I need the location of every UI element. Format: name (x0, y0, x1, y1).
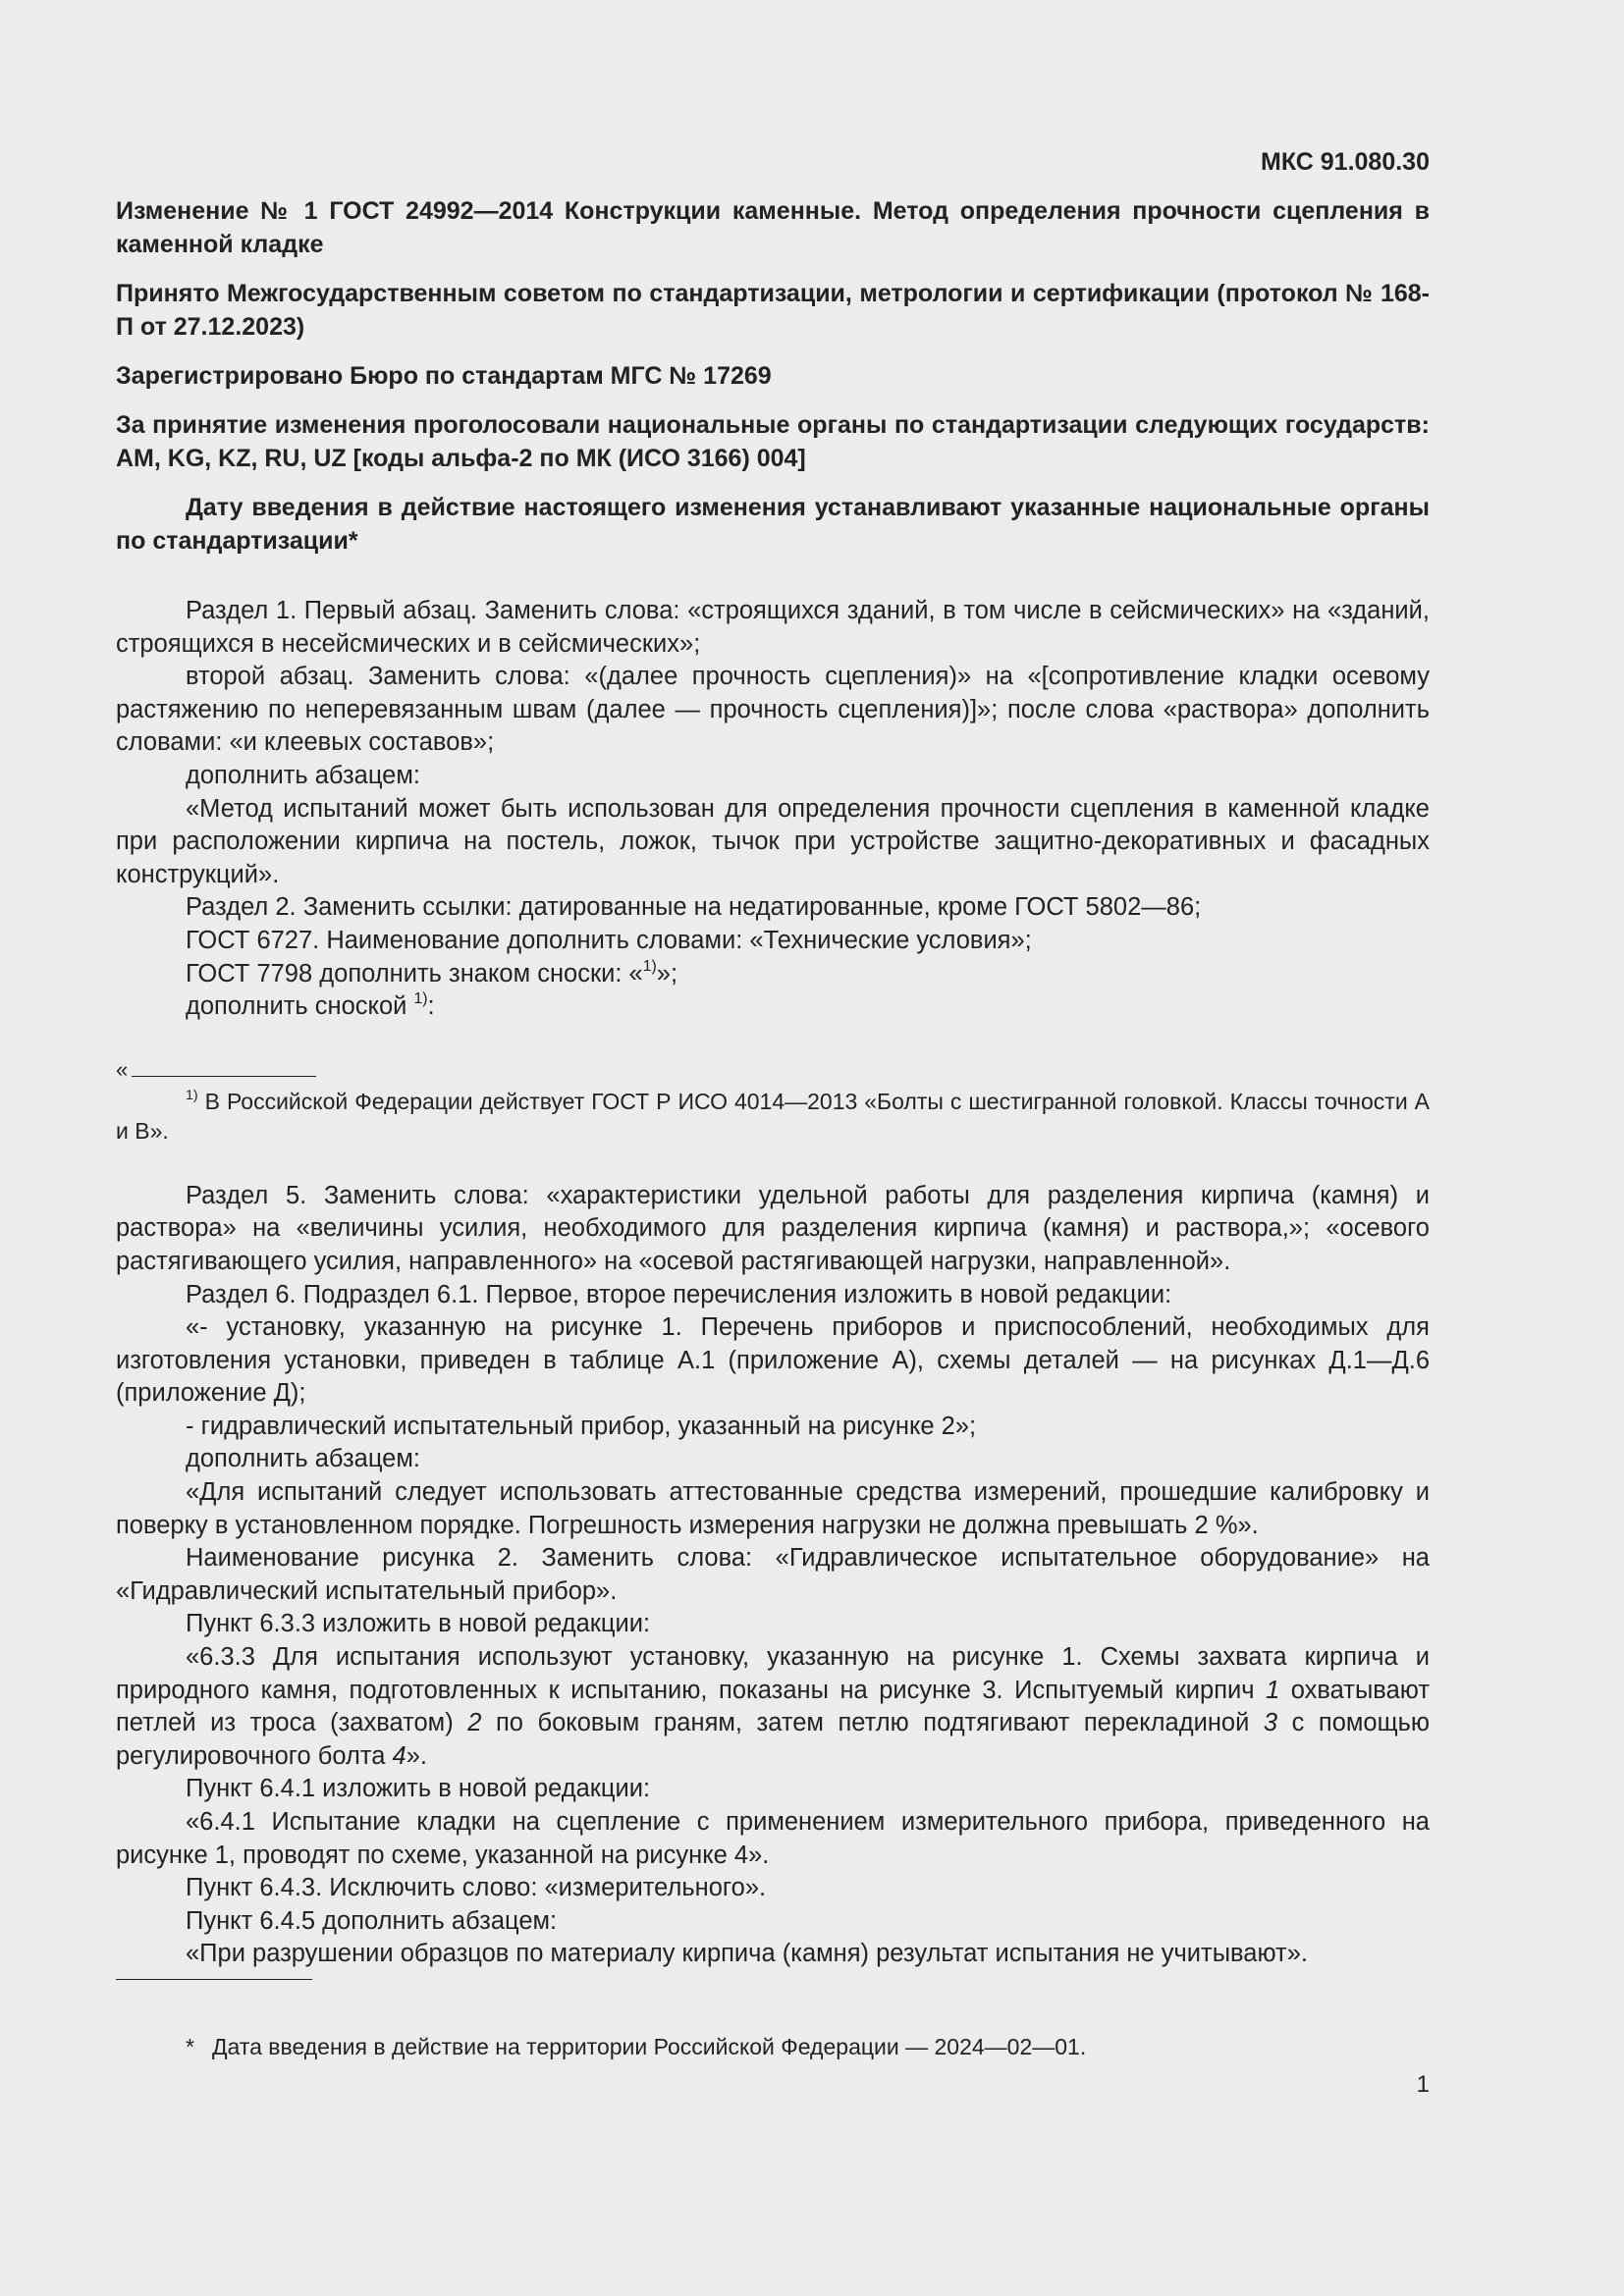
inserted-footnote (116, 1056, 1430, 1146)
footnote-text: Дата введения в действие на территории Российской Федерации — 2024—02—01. (211, 2034, 1087, 2059)
paragraph: дополнить абзацем: (186, 1445, 420, 1473)
paragraph: Пункт 6.4.1 изложить в новой редакции: (186, 1775, 651, 1803)
paragraph: «Метод испытаний может быть использован для определения прочности сцепления в каменной кладке при расположении кирпича на постель, ложок, тычок при устройстве защитно-декоративных и фасадных конструкций». (116, 794, 1430, 888)
accepted-statement: Принято Межгосударственным советом по стандартизации, метрологии и сертификации (протокол № 168-П от 27.12.2023) (116, 280, 1430, 341)
paragraph: второй абзац. Заменить слова: «(далее прочность сцепления)» на «[сопротивление кладки осевому растяжению по неперевязанным швам (далее — прочность сцепления)]»; после слова «раствора» дополнить словами: «и клеевых составов»; (116, 663, 1430, 757)
open-quote: « (116, 1056, 129, 1082)
text: дополнить сноской (186, 992, 414, 1021)
figure-label: 2 (467, 1709, 482, 1737)
paragraph: Раздел 6. Подраздел 6.1. Первое, второе перечисления изложить в новой редакции: (186, 1280, 1172, 1308)
page-number: 1 (1416, 2071, 1430, 2098)
text: ГОСТ 7798 дополнить знаком сноски: « (186, 959, 643, 988)
paragraph: «- установку, указанную на рисунке 1. Перечень приборов и приспособлений, необходимых для изготовления установки, приведен в таблице А.1 (приложение А), схемы деталей — на рисунках Д.1—Д.6 (приложение Д); (116, 1313, 1430, 1408)
amendment-body-continued (116, 1180, 1430, 1971)
paragraph: «6.4.1 Испытание кладки на сцепление с применением измерительного прибора, приведенного на рисунке 1, проводят по схеме, указанной на рисунке 4». (116, 1808, 1430, 1869)
text: «6.3.3 Для испытания используют установку, указанную на рисунке 1. Схемы захвата кирпича и природного камня, подготовленных к испытанию, показаны на рисунке 3. Испытуемый кирпич (116, 1643, 1430, 1704)
text: : (427, 992, 435, 1021)
document-page (116, 145, 1430, 1971)
figure-label: 1 (1266, 1676, 1280, 1704)
amendment-body (116, 595, 1430, 1971)
footnote-separator (116, 1056, 1430, 1083)
footnote-star: * (186, 2034, 194, 2059)
amendment-title: Изменение № 1 ГОСТ 24992—2014 Конструкции каменные. Метод определения прочности сцепления в каменной кладке (116, 197, 1430, 258)
paragraph (116, 958, 1430, 991)
figure-label: 4 (392, 1741, 406, 1770)
footnote-mark: 1) (186, 1087, 198, 1103)
registration-statement: Зарегистрировано Бюро по стандартам МГС № 17269 (116, 362, 772, 390)
footnote-text (116, 1087, 1430, 1146)
paragraph: Раздел 1. Первый абзац. Заменить слова: «строящихся зданий, в том числе в сейсмических» на «зданий, строящихся в несейсмических и в сейсмических»; (116, 597, 1430, 658)
text: ». (406, 1741, 428, 1770)
paragraph: Раздел 2. Заменить ссылки: датированные на недатированные, кроме ГОСТ 5802—86; (186, 893, 1202, 922)
footnote-rule (116, 1979, 312, 1980)
paragraph (116, 990, 1430, 1024)
paragraph: «Для испытаний следует использовать аттестованные средства измерений, прошедшие калибровку и поверку в установленном порядке. Погрешность измерения нагрузки не должна превышать 2 %». (116, 1478, 1430, 1539)
paragraph: «При разрушении образцов по материалу кирпича (камня) результат испытания не учитывают». (186, 1940, 1308, 1968)
paragraph: дополнить абзацем: (186, 761, 420, 789)
page-footnote (186, 2032, 1086, 2061)
effective-date-statement: Дату введения в действие настоящего изменения устанавливают указанные национальные органы по стандартизации* (116, 494, 1430, 555)
figure-label: 3 (1263, 1709, 1278, 1737)
voting-statement: За принятие изменения проголосовали национальные органы по стандартизации следующих государств: AM, KG, KZ, RU, UZ [коды альфа-2 по МК (ИСО 3166) 004] (116, 411, 1430, 472)
paragraph: Раздел 5. Заменить слова: «характеристики удельной работы для разделения кирпича (камня) и раствора» на «величины усилия, необходимого для разделения кирпича (камня) и раствора,»; «осевого растягивающего усилия, направленного» на «осевой растягивающей нагрузки, направленной». (116, 1181, 1430, 1275)
paragraph (116, 1641, 1430, 1773)
text: с помощью регулировочного болта (116, 1709, 1430, 1770)
footnote-rule (132, 1076, 316, 1077)
mks-code: МКС 91.080.30 (1261, 148, 1430, 176)
paragraph: - гидравлический испытательный прибор, указанный на рисунке 2»; (186, 1412, 977, 1440)
paragraph: Пункт 6.4.3. Исключить слово: «измерительного». (186, 1874, 767, 1902)
paragraph: ГОСТ 6727. Наименование дополнить словами: «Технические условия»; (186, 926, 1032, 954)
text: по боковым граням, затем петлю подтягивают перекладиной (481, 1709, 1264, 1737)
text: охватывают петлей из троса (захватом) (116, 1676, 1430, 1737)
text: »; (656, 959, 678, 988)
paragraph: Пункт 6.3.3 изложить в новой редакции: (186, 1610, 651, 1638)
text: В Российской Федерации действует ГОСТ Р ИСО 4014—2013 «Болты с шестигранной головкой. Классы точности А и В». (116, 1088, 1430, 1144)
paragraph: Пункт 6.4.5 дополнить абзацем: (186, 1906, 558, 1935)
footnote-mark: 1) (413, 990, 428, 1008)
footnote-mark: 1) (642, 957, 657, 975)
paragraph: Наименование рисунка 2. Заменить слова: «Гидравлическое испытательное оборудование» на «Гидравлический испытательный прибор». (116, 1544, 1430, 1605)
